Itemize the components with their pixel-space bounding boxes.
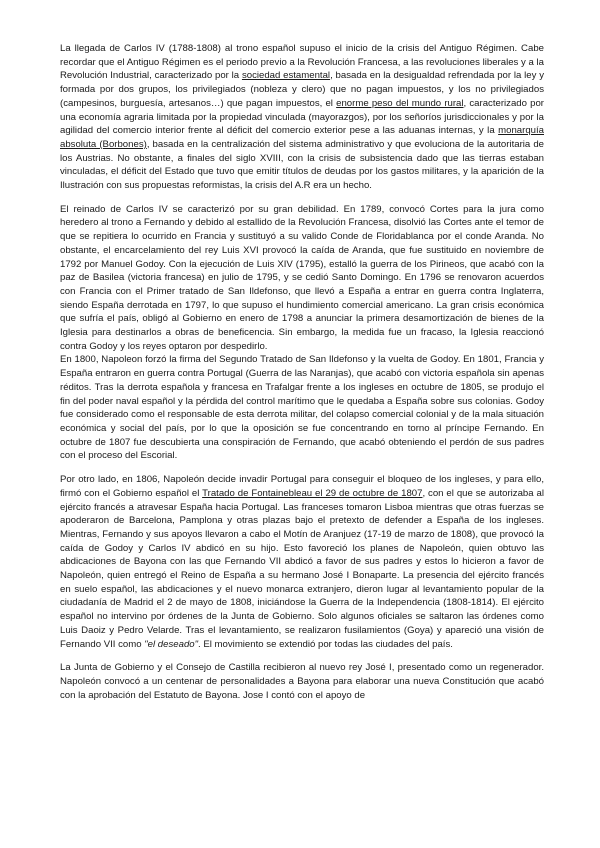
p4-text-c: , con el que se autorizaba al ejército francés a atravesar España hacia Portugal. Las franceses tomaron Lisboa mientras que otras fuerzas se apoderaron de Barcelona, Pamplona y otras plazas bajo el pretexto de defender a España de los ingleses. Mientras, Fernando y sus apoyos llevaron a cabo el Motín de Aranjuez (17-19 de marzo de 1808), que provocó la caída de Godoy y Carlos IV abdicó en su hijo. Esto favoreció los planes de Napoleón, quien obtuvo las abdicaciones de Bayona con las que Fernando VII abdicó a favor de sus padres y estos lo hicieron a favor de Napoleón, quien entregó el Reino de España a su hermano José I Bonaparte. La presencia del ejército francés en suelo español, las abdicaciones y el nuevo monarca extranjero, dieron lugar al levantamiento popular de la ciudadanía de Madrid el 2 de mayo de 1808, iniciándose la Guerra de la Independencia (1808-1814). El ejército español no intervino por órdenes de la Junta de Gobierno. Solo algunos oficiales se saltaron las órdenes como Luis Daoiz y Pedro Velarde. Tras el levantamiento, se realizaron fusilamientos (Goya) y apareció una visión de Fernando VII como xyxy=(60,487,544,650)
term-el-deseado: "el deseado" xyxy=(144,638,199,650)
paragraph-napoleon-1800: En 1800, Napoleon forzó la firma del Segundo Tratado de San Ildefonso y la vuelta de Godoy. En 1801, Francia y España entraron en guerra contra Portugal (Guerra de las Naranjas), que acabó con victoria española sin apenas réditos. Tras la derrota española y francesa en Trafalgar frente a los ingleses en octubre de 1805, se produjo el fin del poder naval español y la pérdida del control marítimo que le quedaba a España sobre sus colonias. Godoy fue considerado como el responsable de esta derrota militar, del colapso comercial colonial y de la mala situación económica y social del país, por lo que la oposición se fue concentrando en torno al príncipe Fernando. En octubre de 1807 fue descubierta una conspiración de Fernando, que acabó obteniendo el perdón de sus padres con el proceso del Escorial. xyxy=(60,354,544,462)
paragraph-reinado-carlos-iv: El reinado de Carlos IV se caracterizó por su gran debilidad. En 1789, convocó Cortes para la jura como heredero al trono a Fernando y debido al estallido de la Revolución Francesa, disolvió las Cortes ante el temor de que se repitiera lo ocurrido en Francia y sustituyó a su valido Conde de Floridablanca por el conde Aranda. No obstante, el encarcelamiento del rey Luis XVI provocó la caída de Aranda, que fue sustituido en noviembre de 1792 por Manuel Godoy. Con la ejecución de Luis XIV (1795), estalló la guerra de los Pirineos, que acabó con la paz de Basilea (victoria francesa) en julio de 1795, y se cedió Santo Domingo. En 1796 se renovaron acuerdos con Francia con el Primer tratado de San Ildefonso, que llevó a España a entrar en guerra contra Inglaterra, siendo España derrotada en 1797, lo que supuso el hundimiento comercial americano. La gran crisis económica que sufría el país, obligó al Gobierno en enero de 1798 a anunciar la primera desamortización de bienes de la Iglesia para destinarlos a obras de beneficencia. Sin embargo, la medida fue un fracaso, la Iglesia reaccionó contra Godoy y los reyes optaron por despedirlo. xyxy=(60,203,544,352)
p4-text-e: . El movimiento se extendió por todas las ciudades del país. xyxy=(198,638,453,650)
term-monarquia-absoluta: monarquía absoluta (Borbones) xyxy=(60,125,544,150)
term-sociedad-estamental: sociedad estamental xyxy=(241,70,331,82)
document-page xyxy=(60,42,544,702)
term-tratado-fontainebleau: Tratado de Fontainebleau el 29 de octubre de 1807 xyxy=(202,487,423,499)
p4-text-a: Por otro lado, en 1806, Napoleón decide invadir Portugal para conseguir el bloqueo de los ingleses, y para ello, firmó con el Gobierno español el xyxy=(60,474,544,499)
paragraph-fontainebleau xyxy=(60,473,544,651)
paragraph-antiguo-regimen xyxy=(60,42,544,193)
p1-text-a: La llegada de Carlos IV (1788-1808) al trono español supuso el inicio de la crisis del Antiguo Régimen. Cabe recordar que el Antiguo Régimen es el periodo previo a la Revolución Francesa, a las revoluciones liberales y a la Revolución Industrial, caracterizado por la xyxy=(60,43,544,82)
p1-text-c: , basada en la desigualdad refrendada por la ley y formada por dos grupos, los privilegiados (nobleza y clero) que no pagan impuestos, y los no privilegiados (campesinos, burguesía, artesanos…) que pagan impuestos, el xyxy=(60,70,544,109)
term-mundo-rural: enorme peso del mundo rural xyxy=(336,97,464,109)
p1-text-g: , basada en la centralización del sistema administrativo y que evoluciona de la autoritaria de los Austrias. No obstante, a finales del siglo XVIII, con la crisis de subsistencia dado que las tierras estaban vinculadas, el déficit del Estado que tuvo que emitir títulos de deudas por los gastos militares, y la aparición de la Ilustración con sus propuestas reformistas, la crisis del A.R era un hecho. xyxy=(60,138,544,192)
paragraph-junta-gobierno: La Junta de Gobierno y el Consejo de Castilla recibieron al nuevo rey José I, presentado como un regenerador. Napoleón convocó a un centenar de personalidades a Bayona para elaborar una nueva Constitución que acabó con la aprobación del Estatuto de Bayona. Jose I contó con el apoyo de xyxy=(60,662,544,701)
p1-text-e: , caracterizado por una economía agraria limitada por la propiedad vinculada (mayorazgos), por los señoríos jurisdiccionales y por la agilidad del comercio interior frente al déficit del comercio exterior pese a las aduanas internas, y la xyxy=(60,97,544,137)
